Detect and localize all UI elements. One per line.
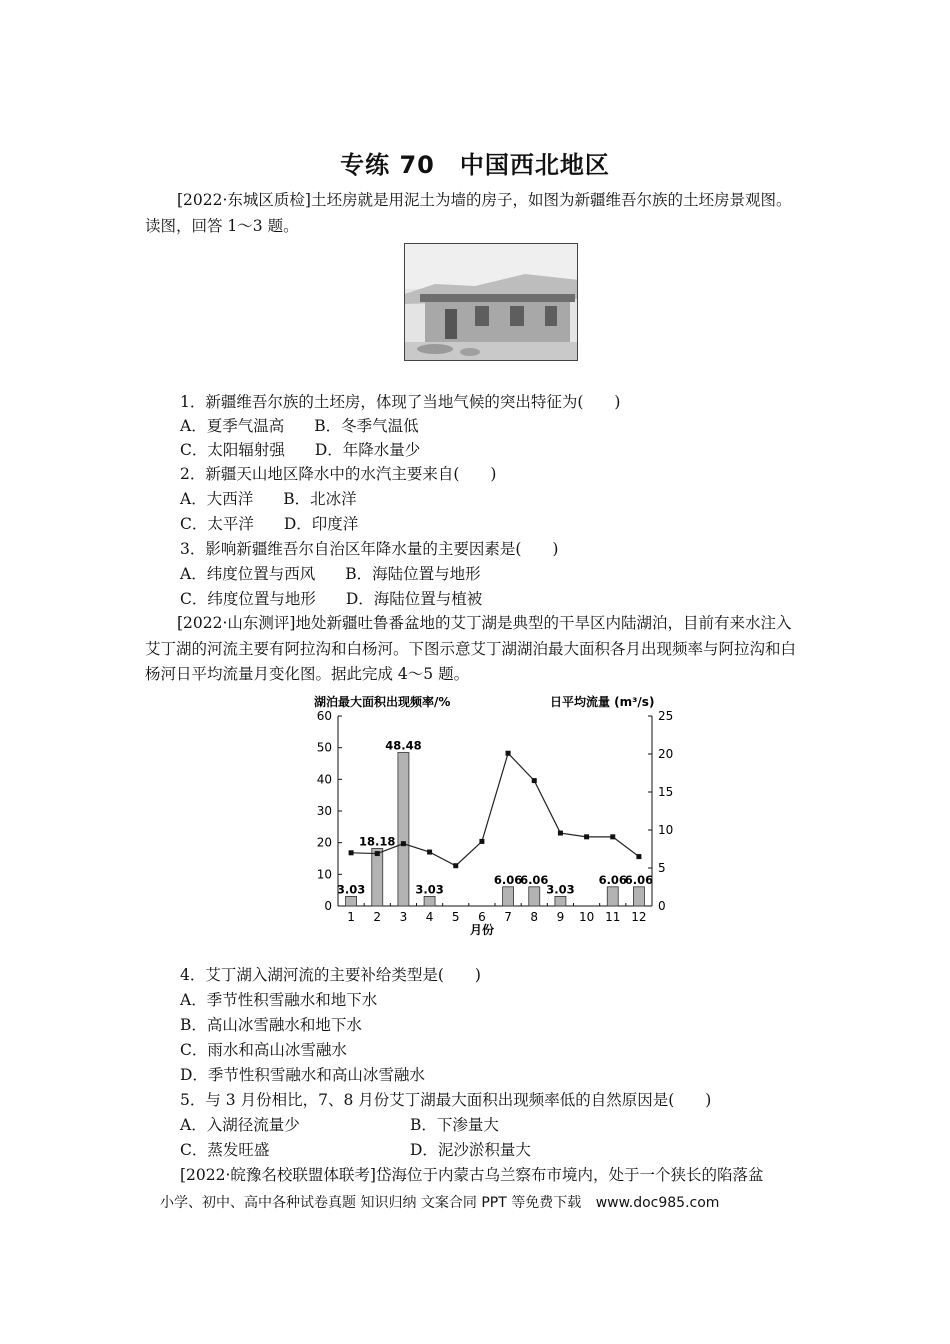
x-tick-label: 6 bbox=[478, 910, 486, 924]
option-d: D．年降水量少 bbox=[314, 441, 421, 459]
flow-line bbox=[351, 753, 639, 865]
footer-site: www.doc985.com bbox=[595, 1195, 720, 1211]
flow-point bbox=[558, 831, 563, 836]
x-tick-label: 10 bbox=[578, 910, 595, 924]
x-tick-label: 2 bbox=[373, 910, 382, 924]
left-tick-label: 10 bbox=[316, 867, 332, 882]
question-3: 3．影响新疆维吾尔自治区年降水量的主要因素是( ) bbox=[180, 540, 559, 558]
flow-point bbox=[506, 751, 511, 756]
x-tick-label: 3 bbox=[399, 910, 408, 924]
bar-data-label: 6.06 bbox=[520, 872, 549, 887]
x-tick-label: 7 bbox=[504, 910, 512, 924]
right-tick-label: 10 bbox=[658, 823, 674, 837]
left-axis-label: 湖泊最大面积出现频率/% bbox=[314, 695, 451, 709]
frequency-bar bbox=[424, 896, 435, 906]
option-c: C．蒸发旺盛 bbox=[180, 1141, 270, 1159]
intro-paragraph-3: [2022·皖豫名校联盟体联考]岱海位于内蒙古乌兰察布市境内，处于一个狭长的陷落盆 bbox=[180, 1166, 764, 1184]
frequency-bar bbox=[607, 887, 618, 906]
option-a: A．大西洋 bbox=[180, 490, 254, 508]
option-b: B．冬季气温低 bbox=[314, 417, 419, 435]
right-axis-label: 日平均流量 (m³/s) bbox=[550, 695, 655, 709]
option-d: D．泥沙淤积量大 bbox=[410, 1141, 531, 1159]
right-tick-label: 0 bbox=[658, 899, 666, 913]
flow-point bbox=[584, 834, 589, 839]
question-4-option-c: C．雨水和高山冰雪融水 bbox=[180, 1041, 347, 1059]
frequency-bar bbox=[633, 887, 644, 906]
question-4-option-a: A．季节性积雪融水和地下水 bbox=[180, 991, 378, 1009]
bar-data-label: 48.48 bbox=[385, 738, 422, 753]
x-tick-label: 11 bbox=[605, 910, 621, 924]
intro-paragraph-2: [2022·山东测评]地处新疆吐鲁番盆地的艾丁湖是典型的干旱区内陆湖泊，目前有来水注入艾丁湖的河流主要有阿拉沟和白杨河。下图示意艾丁湖湖泊最大面积各月出现频率与阿拉沟和白杨河日平均流量月变化图。据此完成 4～5 题。 bbox=[145, 614, 797, 683]
left-tick-label: 40 bbox=[316, 772, 332, 787]
adobe-house-photo bbox=[404, 243, 578, 361]
bar-data-label: 18.18 bbox=[359, 834, 396, 849]
flow-point bbox=[375, 851, 380, 856]
right-tick-label: 25 bbox=[658, 709, 674, 723]
option-a: A．夏季气温高 bbox=[180, 417, 285, 435]
bar-data-label: 3.03 bbox=[546, 882, 575, 897]
footer-text: 小学、初中、高中各种试卷真题 知识归纳 文案合同 PPT 等免费下载 bbox=[160, 1195, 582, 1211]
question-3-options-row-1 bbox=[180, 562, 481, 586]
question-5: 5．与 3 月份相比，7、8 月份艾丁湖最大面积出现频率低的自然原因是( ) bbox=[180, 1091, 712, 1109]
question-1-options-row-2 bbox=[180, 438, 420, 462]
question-2-options-row-1 bbox=[180, 487, 357, 511]
option-b: B．下渗量大 bbox=[410, 1116, 499, 1134]
left-tick-label: 20 bbox=[316, 835, 332, 850]
flow-point bbox=[479, 839, 484, 844]
question-4-option-d: D．季节性积雪融水和高山冰雪融水 bbox=[180, 1066, 425, 1084]
right-tick-label: 15 bbox=[658, 785, 674, 799]
x-tick-label: 5 bbox=[451, 910, 460, 924]
bar-data-label: 6.06 bbox=[598, 872, 627, 887]
question-5-options-row-2 bbox=[180, 1138, 531, 1162]
option-c: C．纬度位置与地形 bbox=[180, 590, 316, 608]
option-b: B．海陆位置与地形 bbox=[345, 565, 481, 583]
flow-point bbox=[453, 863, 458, 868]
frequency-bar bbox=[398, 752, 409, 906]
option-d: D．印度洋 bbox=[283, 515, 359, 533]
x-tick-label: 8 bbox=[530, 910, 539, 924]
bar-data-label: 3.03 bbox=[336, 882, 366, 897]
footer bbox=[160, 1192, 719, 1212]
question-1-options-row-1 bbox=[180, 414, 419, 438]
frequency-bar bbox=[529, 887, 540, 906]
x-tick-label: 12 bbox=[631, 910, 647, 924]
question-3-options-row-2 bbox=[180, 587, 482, 611]
flow-point bbox=[427, 850, 432, 855]
question-1: 1．新疆维吾尔族的土坯房，体现了当地气候的突出特征为( ) bbox=[180, 393, 621, 411]
frequency-bar bbox=[503, 887, 514, 906]
option-b: B．北冰洋 bbox=[283, 490, 357, 508]
left-tick-label: 60 bbox=[316, 709, 332, 723]
flow-point bbox=[636, 854, 641, 859]
left-tick-label: 50 bbox=[316, 740, 332, 755]
option-c: C．太阳辐射强 bbox=[180, 441, 285, 459]
flow-point bbox=[532, 778, 537, 783]
frequency-bar bbox=[555, 896, 566, 906]
right-tick-label: 20 bbox=[658, 747, 674, 761]
option-d: D．海陆位置与植被 bbox=[345, 590, 483, 608]
bar-data-label: 6.06 bbox=[624, 872, 654, 887]
option-a: A．纬度位置与西风 bbox=[180, 565, 316, 583]
lake-frequency-flow-chart bbox=[300, 690, 690, 950]
flow-point bbox=[401, 841, 406, 846]
right-tick-label: 5 bbox=[658, 861, 666, 875]
left-tick-label: 0 bbox=[324, 899, 332, 913]
question-5-options-row-1 bbox=[180, 1113, 499, 1137]
adobe-house-illustration bbox=[405, 244, 578, 361]
page-title: 专练 70 中国西北地区 bbox=[340, 151, 610, 179]
left-tick-label: 30 bbox=[316, 804, 332, 818]
flow-point bbox=[349, 850, 354, 855]
x-tick-label: 1 bbox=[347, 910, 355, 924]
question-4-option-b: B．高山冰雪融水和地下水 bbox=[180, 1016, 362, 1034]
x-tick-label: 9 bbox=[556, 910, 565, 924]
question-2-options-row-2 bbox=[180, 512, 358, 536]
frequency-bar bbox=[372, 848, 383, 906]
x-tick-label: 4 bbox=[425, 910, 434, 924]
question-2: 2．新疆天山地区降水中的水汽主要来自( ) bbox=[180, 465, 497, 483]
frequency-bar bbox=[346, 896, 357, 906]
question-4: 4．艾丁湖入湖河流的主要补给类型是( ) bbox=[180, 966, 481, 984]
option-c: C．太平洋 bbox=[180, 515, 254, 533]
bar-data-label: 6.06 bbox=[493, 872, 523, 887]
bar-data-label: 3.03 bbox=[415, 882, 444, 897]
flow-point bbox=[610, 834, 615, 839]
option-a: A．入湖径流量少 bbox=[180, 1116, 300, 1134]
intro-paragraph-1: [2022·东城区质检]土坯房就是用泥土为墙的房子，如图为新疆维吾尔族的土坯房景观图。读图，回答 1～3 题。 bbox=[145, 191, 792, 235]
x-axis-label: 月份 bbox=[469, 923, 495, 937]
